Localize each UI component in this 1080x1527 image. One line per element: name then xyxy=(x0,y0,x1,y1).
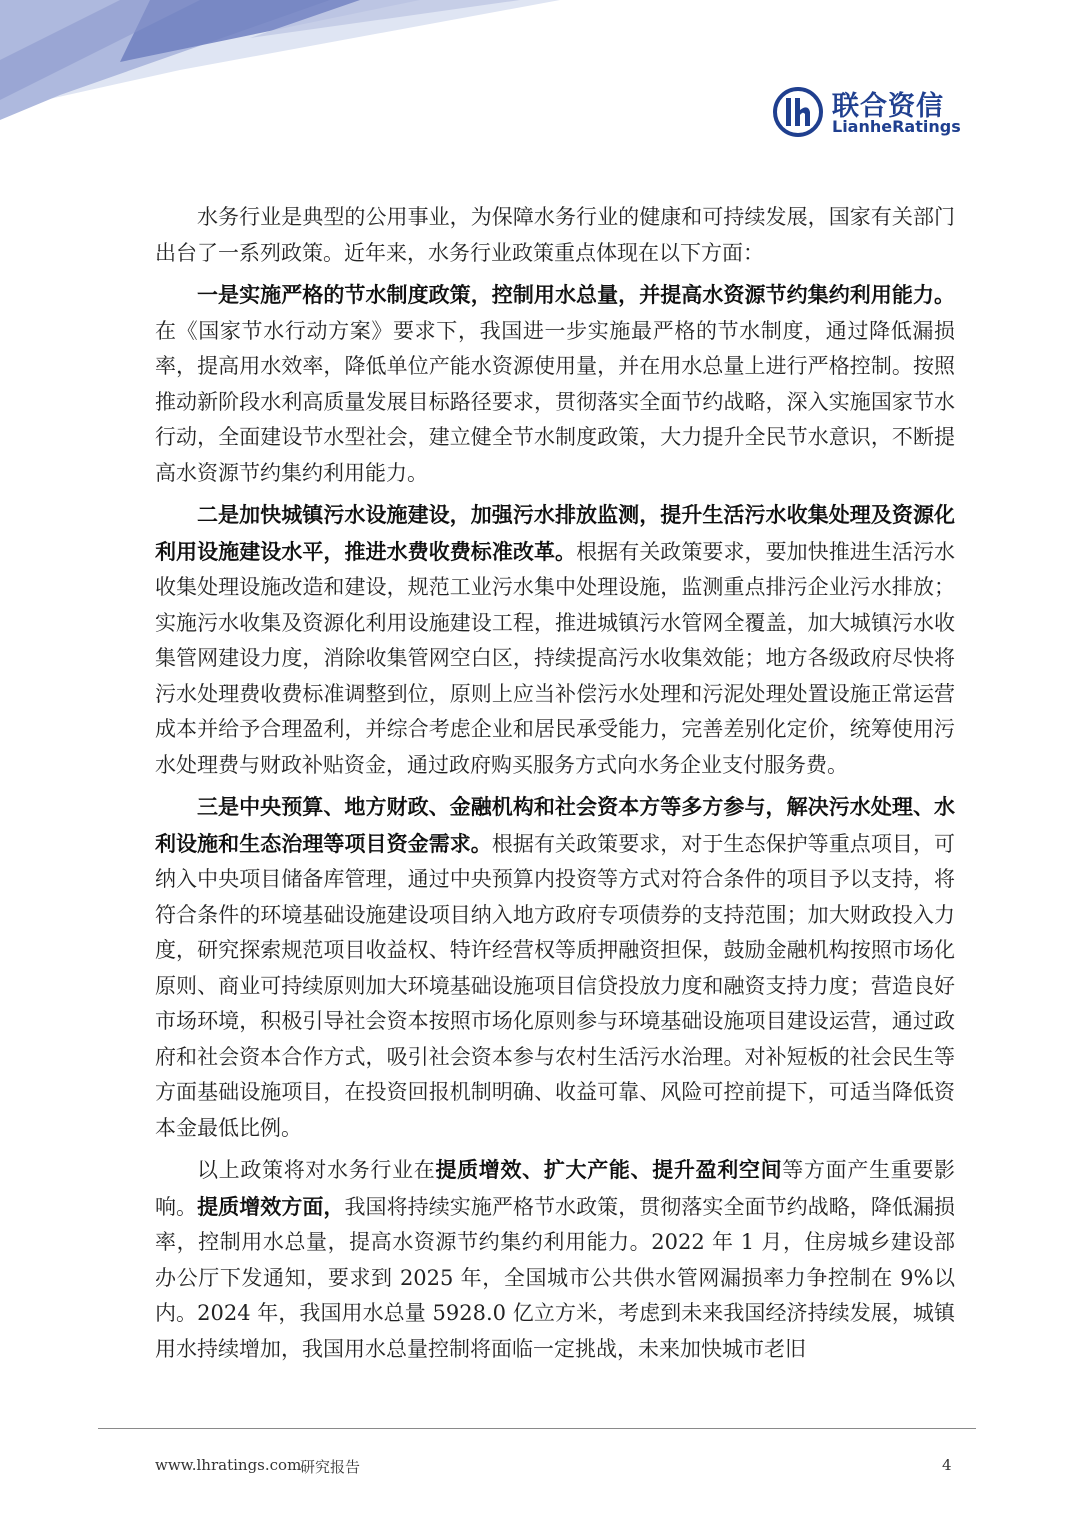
page-number: 4 xyxy=(942,1456,952,1474)
logo-english-name: LianheRatings xyxy=(832,117,961,136)
footer-divider xyxy=(98,1428,976,1429)
policy-one-heading: 一是实施严格的节水制度政策，控制用水总量，并提高水资源节约集约利用能力。 xyxy=(197,282,955,307)
footer-report-type: 研究报告 xyxy=(300,1458,361,1476)
paragraph-impact: 以上政策将对水务行业在提质增效、扩大产能、提升盈利空间等方面产生重要影响。提质增效方面，我国将持续实施严格节水政策，贯彻落实全面节约战略，降低漏损率，控制用水总量，提高水资源节约集约利用能力。2022 年 1 月，住房城乡建设部办公厅下发通知，要求到 2025 年，全国城市公共供水管网漏损率力争控制在 9%以内。2024 年，我国用水总量 5928.0 亿立方米，考虑到未来我国经济持续发展，城镇用水持续增加，我国用水总量控制将面临一定挑战，未来加快城市老旧 xyxy=(155,1157,956,1361)
lianhe-logo-icon xyxy=(772,86,824,138)
footer-website-link[interactable]: www.lhratings.com xyxy=(155,1456,302,1474)
policy-three-heading: 三是中央预算、地方财政、金融机构和社会资本方等多方参与，解决污水处理、水利设施和生态治理等项目资金需求。 xyxy=(155,794,955,856)
paragraph-intro: 水务行业是典型的公用事业，为保障水务行业的健康和可持续发展，国家有关部门出台了一系列政策。近年来，水务行业政策重点体现在以下方面： xyxy=(155,205,955,265)
paragraph-policy-three: 三是中央预算、地方财政、金融机构和社会资本方等多方参与，解决污水处理、水利设施和生态治理等项目资金需求。根据有关政策要求，对于生态保护等重点项目，可纳入中央项目储备库管理，通过中央预算内投资等方式对符合条件的项目予以支持，将符合条件的环境基础设施建设项目纳入地方政府专项债券的支持范围；加大财政投入力度，研究探索规范项目收益权、特许经营权等质押融资担保，鼓励金融机构按照市场化原则、商业可持续原则加大环境基础设施项目信贷投放力度和融资支持力度；营造良好市场环境，积极引导社会资本按照市场化原则参与环境基础设施项目建设运营，通过政府和社会资本合作方式，吸引社会资本参与农村生活污水治理。对补短板的社会民生等方面基础设施项目，在投资回报机制明确、收益可靠、风险可控前提下，可适当降低资本金最低比例。 xyxy=(155,794,956,1140)
logo-chinese-name: 联合资信 xyxy=(832,91,944,122)
report-body xyxy=(155,200,955,1373)
paragraph-policy-two: 二是加快城镇污水设施建设，加强污水排放监测，提升生活污水收集处理及资源化利用设施建设水平，推进水费收费标准改革。根据有关政策要求，要加快推进生活污水收集处理设施改造和建设，规范工业污水集中处理设施，监测重点排污企业污水排放；实施污水收集及资源化利用设施建设工程，推进城镇污水管网全覆盖，加大城镇污水收集管网建设力度，消除收集管网空白区，持续提高污水收集效能；地方各级政府尽快将污水处理费收费标准调整到位，原则上应当补偿污水处理和污泥处理处置设施正常运营成本并给予合理盈利，并综合考虑企业和居民承受能力，完善差别化定价，统筹使用污水处理费与财政补贴资金，通过政府购买服务方式向水务企业支付服务费。 xyxy=(155,502,956,777)
policy-two-heading: 二是加快城镇污水设施建设，加强污水排放监测，提升生活污水收集处理及资源化利用设施建设水平，推进水费收费标准改革。 xyxy=(155,502,955,564)
company-logo xyxy=(772,84,972,140)
paragraph-policy-one: 一是实施严格的节水制度政策，控制用水总量，并提高水资源节约集约利用能力。在《国家节水行动方案》要求下，我国进一步实施最严格的节水制度，通过降低漏损率，提高用水效率，降低单位产能水资源使用量，并在用水总量上进行严格控制。按照推动新阶段水利高质量发展目标路径要求，贯彻落实全面节约战略，深入实施国家节水行动，全面建设节水型社会，建立健全节水制度政策，大力提升全民节水意识，不断提高水资源节约集约利用能力。 xyxy=(155,282,955,485)
